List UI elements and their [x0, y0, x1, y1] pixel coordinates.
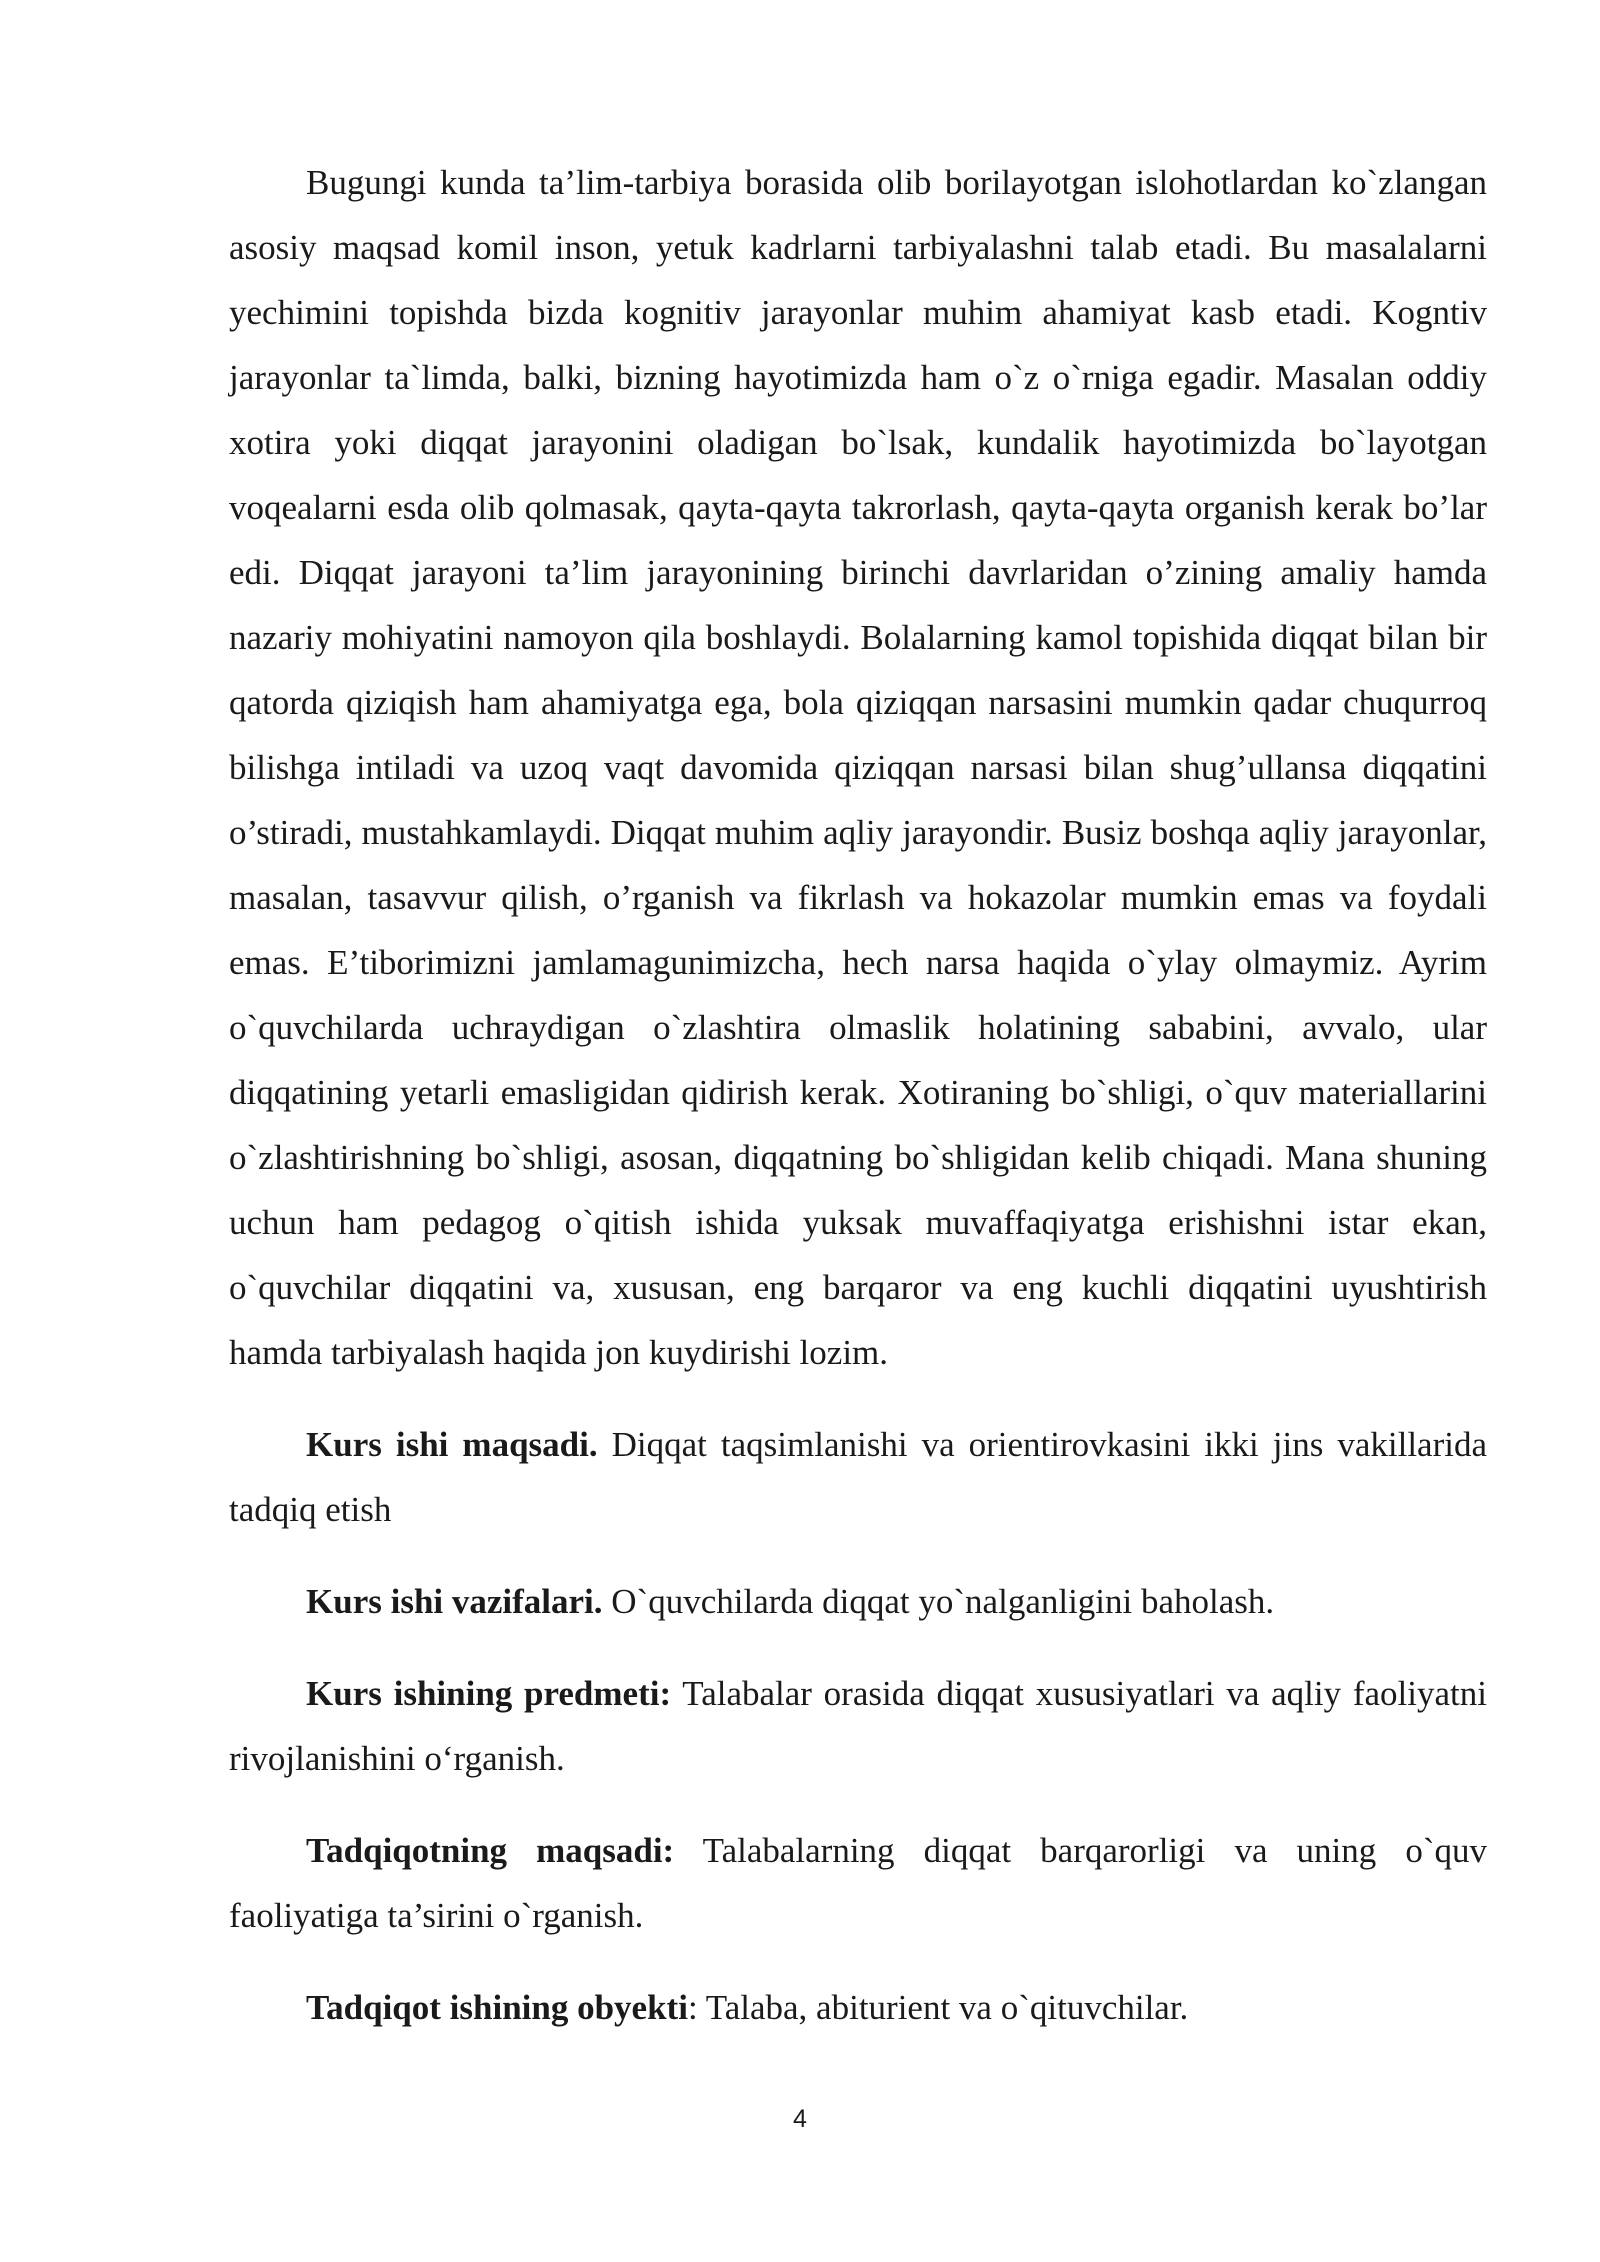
course-subject-paragraph [229, 1661, 1487, 1791]
research-goal-label: Tadqiqotning maqsadi: [306, 1831, 675, 1870]
course-goal-text: Diqqat taqsimlanishi va orientirovkasini ikki jins vakillarida tadqiq etish [229, 1425, 1487, 1529]
document-page [229, 150, 1487, 2067]
research-goal-text: Talabalarning diqqat barqarorligi va uning o`quv faoliyatiga ta’sirini o`rganish. [229, 1831, 1487, 1935]
course-tasks-label: Kurs ishi vazifalari. [306, 1582, 603, 1621]
course-tasks-text: O`quvchilarda diqqat yo`nalganligini baholash. [602, 1582, 1275, 1621]
course-tasks-paragraph [229, 1569, 1487, 1634]
research-object-paragraph [229, 1975, 1487, 2040]
research-goal-paragraph [229, 1818, 1487, 1948]
intro-paragraph: Bugungi kunda ta’lim-tarbiya borasida olib borilayotgan islohotlardan ko`zlangan asosiy maqsad komil inson, yetuk kadrlarni tarbiyalashni talab etadi. Bu masalalarni yechimini topishda bizda kognitiv jarayonlar muhim ahamiyat kasb etadi. Kogntiv jarayonlar ta`limda, balki, bizning hayotimizda ham o`z o`rniga egadir. Masalan oddiy xotira yoki diqqat jarayonini oladigan bo`lsak, kundalik hayotimizda bo`layotgan voqealarni esda olib qolmasak, qayta-qayta takrorlash, qayta-qayta organish kerak bo’lar edi. Diqqat jarayoni ta’lim jarayonining birinchi davrlaridan o’zining amaliy hamda nazariy mohiyatini namoyon qila boshlaydi. Bolalarning kamol topishida diqqat bilan bir qatorda qiziqish ham ahamiyatga ega, bola qiziqqan narsasini mumkin qadar chuqurroq bilishga intiladi va uzoq vaqt davomida qiziqqan narsasi bilan shug’ullansa diqqatini o’stiradi, mustahkamlaydi. Diqqat muhim aqliy jarayondir. Busiz boshqa aqliy jarayonlar, masalan, tasavvur qilish, o’rganish va fikrlash va hokazolar mumkin emas va foydali emas. E’tiborimizni jamlamagunimizcha, hech narsa haqida o`ylay olmaymiz. Ayrim o`quvchilarda uchraydigan o`zlashtira olmaslik holatining sababini, avvalo, ular diqqatining yetarli emasligidan qidirish kerak. Xotiraning bo`shligi, o`quv materiallarini o`zlashtirishning bo`shligi, asosan, diqqatning bo`shligidan kelib chiqadi. Mana shuning uchun ham pedagog o`qitish ishida yuksak muvaffaqiyatga erishishni istar ekan, o`quvchilar diqqatini va, xususan, eng barqaror va eng kuchli diqqatini uyushtirish hamda tarbiyalash haqida jon kuydirishi lozim. [229, 163, 1487, 1372]
page-number: 4 [793, 2105, 807, 2133]
course-goal-label: Kurs ishi maqsadi. [306, 1425, 598, 1464]
course-subject-text: Talabalar orasida diqqat xususiyatlari va aqliy faoliyatni rivojlanishini o‘rganish. [229, 1674, 1487, 1778]
research-object-text: : Talaba, abiturient va o`qituvchilar. [687, 1988, 1189, 2027]
course-goal-paragraph [229, 1412, 1487, 1542]
course-subject-label: Kurs ishining predmeti: [306, 1674, 672, 1713]
research-object-label: Tadqiqot ishining obyekti [306, 1988, 688, 2027]
